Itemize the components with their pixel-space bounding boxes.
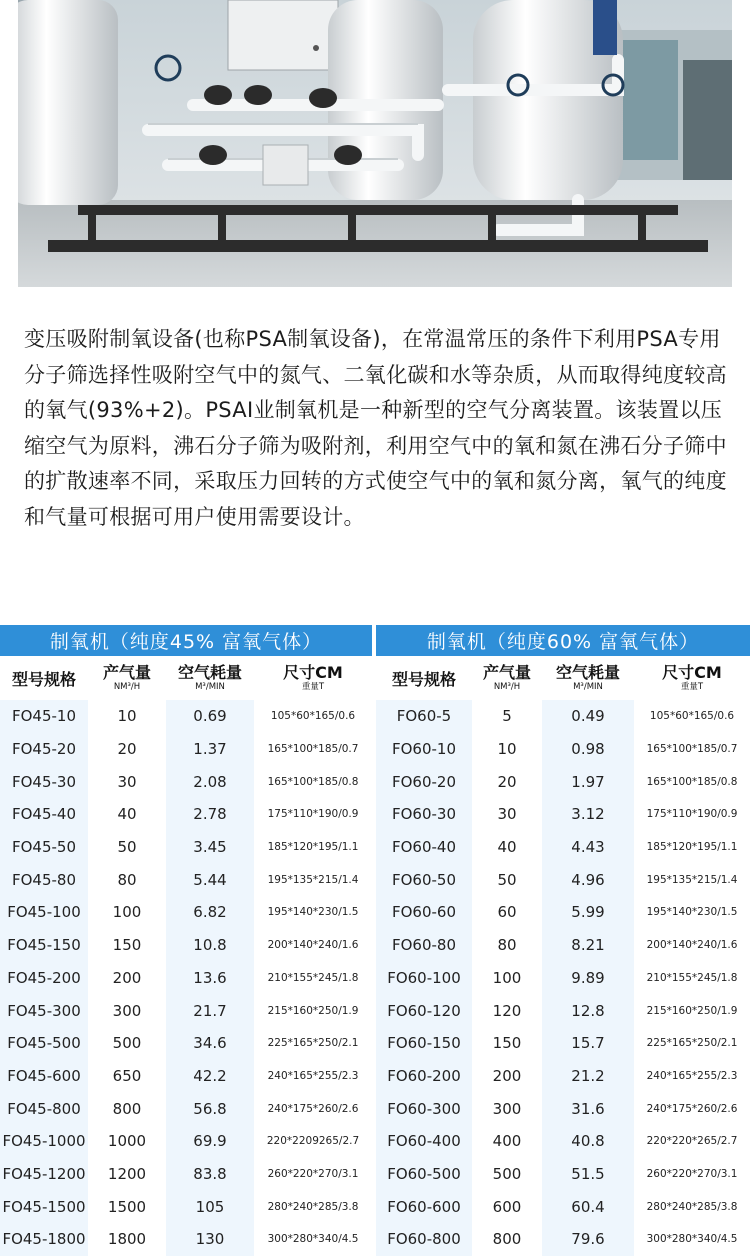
table-row	[376, 798, 750, 831]
air-consumption-cell: 8.21	[542, 929, 634, 962]
table-row	[0, 896, 372, 929]
size-weight-cell: 210*155*245/1.8	[646, 971, 738, 984]
air-consumption-cell: 1.37	[166, 733, 254, 766]
header-size-weight: 尺寸CM 重量T	[662, 663, 722, 692]
model-cell: FO45-800	[0, 1092, 88, 1125]
model-cell: FO60-200	[376, 1060, 472, 1093]
size-weight-cell: 185*120*195/1.1	[646, 841, 738, 854]
output-cell: 10	[497, 740, 517, 759]
air-consumption-cell: 0.69	[166, 700, 254, 733]
output-cell: 40	[117, 805, 137, 824]
table-row	[0, 831, 372, 864]
size-weight-cell: 195*140*230/1.5	[646, 906, 738, 919]
air-consumption-cell: 2.08	[166, 765, 254, 798]
table-row	[376, 962, 750, 995]
product-description: 变压吸附制氧设备(也称PSA制氧设备)，在常温常压的条件下利用PSA专用分子筛选择性吸附空气中的氮气、二氧化碳和水等杂质，从而取得纯度较高的氧气(93%+2)。PSAI业制氧机是一种新型的空气分离装置。该装置以压缩空气为原料，沸石分子筛为吸附剂，利用空气中的氧和氮在沸石分子筛中的扩散速率不同，采取压力回转的方式使空气中的氧和氮分离，氧气的纯度和气量可根据可用户使用需要设计。	[24, 327, 727, 529]
model-cell: FO60-30	[376, 798, 472, 831]
model-cell: FO45-20	[0, 733, 88, 766]
size-weight-cell: 185*120*195/1.1	[267, 841, 359, 854]
air-consumption-cell: 31.6	[542, 1092, 634, 1125]
air-consumption-cell: 0.98	[542, 733, 634, 766]
air-consumption-cell: 40.8	[542, 1125, 634, 1158]
size-weight-cell: 260*220*270/3.1	[646, 1167, 738, 1180]
size-weight-cell: 215*160*250/1.9	[646, 1004, 738, 1017]
table-row	[0, 765, 372, 798]
output-cell: 600	[492, 1197, 522, 1216]
size-weight-cell: 210*155*245/1.8	[267, 971, 359, 984]
model-cell: FO60-150	[376, 1027, 472, 1060]
table-row	[0, 798, 372, 831]
table-row	[0, 1125, 372, 1158]
table-row	[376, 1092, 750, 1125]
header-air-consumption: 空气耗量 M³/MIN	[555, 663, 620, 692]
header-air-consumption: 空气耗量 M³/MIN	[177, 663, 242, 692]
air-consumption-cell: 3.12	[542, 798, 634, 831]
table-row	[376, 1190, 750, 1223]
table-row	[0, 1158, 372, 1191]
table-row	[0, 863, 372, 896]
header-size-weight: 尺寸CM 重量T	[283, 663, 343, 692]
output-cell: 1200	[107, 1164, 147, 1183]
output-cell: 1000	[107, 1132, 147, 1151]
table-row	[0, 1190, 372, 1223]
air-consumption-cell: 56.8	[166, 1092, 254, 1125]
table-row	[376, 1125, 750, 1158]
air-consumption-cell: 34.6	[166, 1027, 254, 1060]
table-title: 制氧机（纯度60% 富氧气体）	[376, 625, 750, 656]
output-cell: 300	[112, 1001, 142, 1020]
size-weight-cell: 165*100*185/0.7	[267, 743, 359, 756]
model-cell: FO60-80	[376, 929, 472, 962]
output-cell: 50	[497, 870, 517, 889]
table-row	[0, 1223, 372, 1256]
size-weight-cell: 195*140*230/1.5	[267, 906, 359, 919]
table-title: 制氧机（纯度45% 富氧气体）	[0, 625, 372, 656]
size-weight-cell: 175*110*190/0.9	[267, 808, 359, 821]
model-cell: FO45-1800	[0, 1223, 88, 1256]
output-cell: 50	[117, 838, 137, 857]
size-weight-cell: 220*220*265/2.7	[646, 1135, 738, 1148]
table-header-row	[0, 656, 372, 700]
size-weight-cell: 240*175*260/2.6	[646, 1102, 738, 1115]
output-cell: 200	[492, 1066, 522, 1085]
output-cell: 10	[117, 707, 137, 726]
air-consumption-cell: 69.9	[166, 1125, 254, 1158]
model-cell: FO45-600	[0, 1060, 88, 1093]
output-cell: 20	[117, 740, 137, 759]
output-cell: 150	[492, 1034, 522, 1053]
table-row	[376, 896, 750, 929]
air-consumption-cell: 1.97	[542, 765, 634, 798]
header-model: 型号规格	[11, 669, 76, 689]
spec-table-45	[0, 625, 372, 1256]
header-model: 型号规格	[391, 669, 456, 689]
table-body	[0, 700, 372, 1256]
air-consumption-cell: 21.2	[542, 1060, 634, 1093]
model-cell: FO60-300	[376, 1092, 472, 1125]
air-consumption-cell: 21.7	[166, 994, 254, 1027]
table-row	[376, 733, 750, 766]
table-row	[376, 863, 750, 896]
air-consumption-cell: 105	[166, 1190, 254, 1223]
size-weight-cell: 240*165*255/2.3	[646, 1069, 738, 1082]
table-row	[376, 765, 750, 798]
air-consumption-cell: 0.49	[542, 700, 634, 733]
size-weight-cell: 105*60*165/0.6	[649, 710, 735, 723]
output-cell: 100	[492, 968, 522, 987]
model-cell: FO45-1000	[0, 1125, 88, 1158]
table-row	[376, 1060, 750, 1093]
air-consumption-cell: 9.89	[542, 962, 634, 995]
table-row	[376, 700, 750, 733]
air-consumption-cell: 4.43	[542, 831, 634, 864]
size-weight-cell: 225*165*250/2.1	[646, 1037, 738, 1050]
output-cell: 80	[117, 870, 137, 889]
model-cell: FO60-120	[376, 994, 472, 1027]
model-cell: FO45-1500	[0, 1190, 88, 1223]
output-cell: 100	[112, 903, 142, 922]
air-consumption-cell: 2.78	[166, 798, 254, 831]
table-row	[0, 1027, 372, 1060]
table-row	[0, 994, 372, 1027]
output-cell: 650	[112, 1066, 142, 1085]
spec-table-60	[376, 625, 750, 1256]
table-body	[376, 700, 750, 1256]
model-cell: FO60-600	[376, 1190, 472, 1223]
model-cell: FO45-1200	[0, 1158, 88, 1191]
table-row	[376, 1027, 750, 1060]
output-cell: 800	[112, 1099, 142, 1118]
output-cell: 300	[492, 1099, 522, 1118]
model-cell: FO45-50	[0, 831, 88, 864]
air-consumption-cell: 79.6	[542, 1223, 634, 1256]
model-cell: FO45-100	[0, 896, 88, 929]
size-weight-cell: 175*110*190/0.9	[646, 808, 738, 821]
output-cell: 150	[112, 936, 142, 955]
air-consumption-cell: 15.7	[542, 1027, 634, 1060]
model-cell: FO45-10	[0, 700, 88, 733]
air-consumption-cell: 13.6	[166, 962, 254, 995]
output-cell: 800	[492, 1230, 522, 1249]
output-cell: 5	[502, 707, 512, 726]
size-weight-cell: 280*240*285/3.8	[267, 1200, 359, 1213]
size-weight-cell: 300*280*340/4.5	[646, 1233, 738, 1246]
model-cell: FO60-10	[376, 733, 472, 766]
size-weight-cell: 225*165*250/2.1	[267, 1037, 359, 1050]
air-consumption-cell: 3.45	[166, 831, 254, 864]
air-consumption-cell: 130	[166, 1223, 254, 1256]
output-cell: 40	[497, 838, 517, 857]
air-consumption-cell: 4.96	[542, 863, 634, 896]
air-consumption-cell: 5.44	[166, 863, 254, 896]
model-cell: FO60-800	[376, 1223, 472, 1256]
size-weight-cell: 220*2209265/2.7	[266, 1135, 360, 1148]
output-cell: 1500	[107, 1197, 147, 1216]
air-consumption-cell: 60.4	[542, 1190, 634, 1223]
size-weight-cell: 195*135*215/1.4	[267, 873, 359, 886]
air-consumption-cell: 5.99	[542, 896, 634, 929]
size-weight-cell: 165*100*185/0.8	[267, 775, 359, 788]
air-consumption-cell: 10.8	[166, 929, 254, 962]
output-cell: 500	[112, 1034, 142, 1053]
model-cell: FO60-50	[376, 863, 472, 896]
table-header-row	[376, 656, 750, 700]
size-weight-cell: 200*140*240/1.6	[267, 939, 359, 952]
table-row	[376, 1223, 750, 1256]
air-consumption-cell: 42.2	[166, 1060, 254, 1093]
output-cell: 60	[497, 903, 517, 922]
table-row	[376, 994, 750, 1027]
table-row	[0, 1060, 372, 1093]
size-weight-cell: 215*160*250/1.9	[267, 1004, 359, 1017]
size-weight-cell: 240*165*255/2.3	[267, 1069, 359, 1082]
table-row	[0, 929, 372, 962]
table-row	[0, 733, 372, 766]
air-consumption-cell: 51.5	[542, 1158, 634, 1191]
model-cell: FO45-40	[0, 798, 88, 831]
output-cell: 1800	[107, 1230, 147, 1249]
output-cell: 80	[497, 936, 517, 955]
model-cell: FO45-500	[0, 1027, 88, 1060]
size-weight-cell: 165*100*185/0.7	[646, 743, 738, 756]
table-row	[0, 1092, 372, 1125]
output-cell: 500	[492, 1164, 522, 1183]
model-cell: FO45-30	[0, 765, 88, 798]
output-cell: 200	[112, 968, 142, 987]
table-row	[376, 831, 750, 864]
output-cell: 30	[117, 772, 137, 791]
size-weight-cell: 280*240*285/3.8	[646, 1200, 738, 1213]
size-weight-cell: 300*280*340/4.5	[267, 1233, 359, 1246]
size-weight-cell: 165*100*185/0.8	[646, 775, 738, 788]
output-cell: 120	[492, 1001, 522, 1020]
table-row	[0, 962, 372, 995]
size-weight-cell: 195*135*215/1.4	[646, 873, 738, 886]
size-weight-cell: 105*60*165/0.6	[270, 710, 356, 723]
output-cell: 400	[492, 1132, 522, 1151]
size-weight-cell: 200*140*240/1.6	[646, 939, 738, 952]
table-row	[376, 1158, 750, 1191]
model-cell: FO45-200	[0, 962, 88, 995]
model-cell: FO45-150	[0, 929, 88, 962]
model-cell: FO45-80	[0, 863, 88, 896]
table-row	[0, 700, 372, 733]
psa-oxygen-generator-image	[18, 0, 732, 287]
model-cell: FO60-400	[376, 1125, 472, 1158]
equipment-photo	[18, 0, 732, 287]
model-cell: FO60-40	[376, 831, 472, 864]
model-cell: FO60-60	[376, 896, 472, 929]
size-weight-cell: 240*175*260/2.6	[267, 1102, 359, 1115]
model-cell: FO60-500	[376, 1158, 472, 1191]
output-cell: 30	[497, 805, 517, 824]
model-cell: FO60-20	[376, 765, 472, 798]
table-row	[376, 929, 750, 962]
size-weight-cell: 260*220*270/3.1	[267, 1167, 359, 1180]
air-consumption-cell: 6.82	[166, 896, 254, 929]
model-cell: FO60-100	[376, 962, 472, 995]
header-output: 产气量 NM³/H	[102, 663, 151, 692]
air-consumption-cell: 12.8	[542, 994, 634, 1027]
output-cell: 20	[497, 772, 517, 791]
air-consumption-cell: 83.8	[166, 1158, 254, 1191]
model-cell: FO60-5	[376, 700, 472, 733]
model-cell: FO45-300	[0, 994, 88, 1027]
header-output: 产气量 NM³/H	[482, 663, 531, 692]
